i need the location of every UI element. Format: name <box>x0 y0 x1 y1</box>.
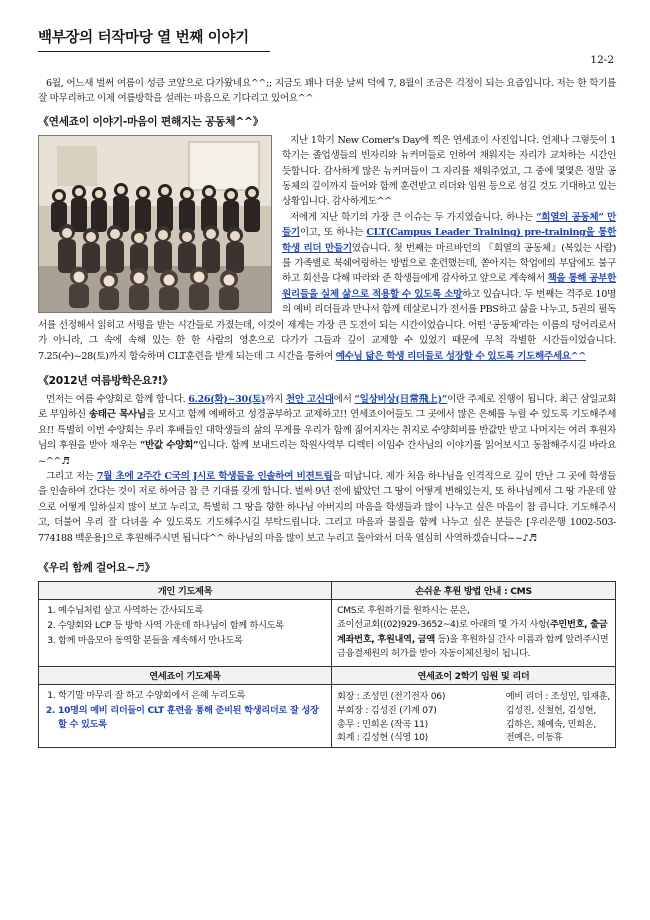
personal-prayer-cell <box>39 599 332 666</box>
leaders-cell <box>332 684 616 747</box>
link-clt-training: CLT(Campus Leader Training) pre-training을 통한 학생 리더 만들기 <box>282 227 616 254</box>
list-item: 2. 수양회와 LCP 등 방학 사역 가운데 하나님이 함께 하시도록 <box>58 619 326 633</box>
list-item: 1. 예수님처럼 살고 사역하는 간사되도록 <box>58 604 326 618</box>
link-vision-trip: 7월 초에 2주간 C국의 J시로 학생들을 인솔하여 비젼트립 <box>96 470 333 482</box>
summer-paragraph-1: 먼저는 여름 수양회로 함께 합니다. 6.26(화)~30(토)까지 천안 고신대에서 “일상비상(日常飛上)”이란 주제로 진행이 됩니다. 최근 삼일교회로 부임하신 송태근 목사님을 모시고 함께 예배하고 성경공부하고 교제하고!! 연세죠이어들도 그 곳에서 많은 은혜를 누릴 수 있도록 기도해주세요!! 특별히 이번 수양회는 우리 후배들인 대학생들의 삶의 무게를 우리가 함께 짊어지자는 취지로 수양회비를 반값만 받고 나머지는 여러 후원자님의 후원을 받아 채우는 “반값 수양회”입니다. 함께 보내드리는 학원사역부 디렉터 이임수 간사님의 이야기를 읽어보시고 동참해주시길 바라요~^^♬ <box>38 393 617 467</box>
summer-paragraph-2: 그리고 저는 7월 초에 2주간 C국의 J시로 학생들을 인솔하여 비젼트립을 떠납니다. 제가 처음 하나님을 인격적으로 깊이 만난 그 곳에 학생들을 인솔하여 간다는 것이 저로 하여금 참 큰 기대를 갖게 합니다. 벌써 9년 전에 밟았던 그 땅이 어떻게 변해있는지, 또 하나님께서 그 땅 가운데 앞으로 어떻게 일하실지 많이 보고 누리고, 특별히 그 땅을 향한 하나님 아버지의 마음을 학생들과 많이 나누고 싶은 마음이 참 큽니다. 기도해주시고, 더불어 우리 잘 다녀올 수 있도록도 기도해주시길 부탁드립니다. 그리고 마음과 물질을 함께 나누고 싶은 분들은 [우리은행 1002-503-774188 백운용]으로 후원해주시면 됩니다^^ 하나님의 마음 많이 보고 누리고 돌아와서 더욱 열심히 사역하겠습니다~~♪♬ <box>38 470 616 544</box>
group-prayer-cell <box>39 684 332 747</box>
page-title: 백부장의 터작마당 열 번째 이야기 <box>38 26 270 52</box>
page-number: 12-2 <box>590 54 614 66</box>
newsletter-page <box>38 26 616 748</box>
section-heading-together: 《우리 함께 걸어요~♬》 <box>38 560 155 574</box>
list-item: 3. 함께 마음모아 동역할 분들을 계속해서 만나도록 <box>58 634 326 648</box>
intro-paragraph: 6월, 어느새 벌써 여름이 성큼 코앞으로 다가왔네요^^;; 지금도 꽤나 더운 날씨 덕에 7, 8월이 조금은 걱정이 되는 요즘입니다. 저는 한 학기를 잘 마무리하고 이제 여름방학을 설레는 마음으로 기다리고 있어요^^ <box>38 78 616 105</box>
pre-leaders-list: 예비 리더 : 조성민, 임재훈, 김성진, 신철헌, 김성현, 김하은, 채예숙, 민희온, 전예은, 이동휴 <box>505 690 610 744</box>
prayer-support-table <box>38 581 616 748</box>
group-photo <box>38 135 272 313</box>
section-heading-summer: 《2012년 여름방학은요?!》 <box>38 373 173 387</box>
section-heading-community: 《연세죠이 이야기-마음이 편해지는 공동체^^》 <box>38 114 264 128</box>
community-paragraph-1: 지난 1학기 New Comer's Day에 찍은 연세죠이 사진입니다. 언제나 그렇듯이 1학기는 졸업생들의 빈자리와 뉴커머들로 인하여 채워지는 자리가 교차하는 시간인 듯합니다. 감사하게 많은 뉴커머들이 그 자리를 채워주었고, 그 중에 몇몇은 정말 공동체의 깊이까지 들어와 함께 훈련받고 리더와 임원 등으로 섬길 것도 기대하고 있는 상황입니다. 감사하게도^^ <box>282 134 616 208</box>
leaders-header: 연세죠이 2학기 임원 및 리더 <box>332 666 616 684</box>
group-prayer-header: 연세죠이 기도제목 <box>39 666 332 684</box>
community-paragraph-2: 저에게 지난 학기의 가장 큰 이슈는 두 가지였습니다. 하나는 “희열의 공동체” 만들기이고, 또 하나는 CLT(Campus Leader Training) pre-training을 통한 학생 리더 만들기였습니다. 첫 번째는 마르바던의 『희열의 공동체』(복있는 사람)를 가족별로 북쉐어링하는 방법으로 훈련했는데, 쏟아지는 학업에의 부담에도 불구하고 회선을 다해 따라와 준 학생들에게 감사하고 앞으로 계속해서 책을 통해 공부한 원리들을 실제 삶으로 적용할 수 있도록 소망하고 있습니다. 두 번째는 격주로 10명의 예비 리더들과 만나서 함께 데살로니가 전서를 PBS하고 삶을 나누고, 5권의 필독서를 선정해서 읽히고 서평을 받는 시간들로 가졌는데, 이것이 제게는 가장 큰 도전이 되는 시간이었습니다. 어떤 ‘공동체’라는 이름의 덩어리로서가 아니라, 그 속에 속해 있는 한 한 사람의 영혼으로 다가가 그들과 깊이 교제할 수 있었기 때문에 무척 각별한 시간들이었습니다. 7.25(수)~28(토)까지 합숙하며 CLT훈련을 받게 되는데 그 시간을 통하여 예수님 닮은 학생 리더들로 성장할 수 있도록 기도해주세요^^ <box>38 211 616 362</box>
group-photo-image <box>39 136 271 312</box>
officers-list: 회장 : 조성민 (전기전자 06) 부회장 : 김성진 (기계 07) 총무 : 민희온 (작곡 11) 회계 : 김성현 (식영 10) <box>337 690 446 744</box>
cms-cell: CMS로 후원하기를 원하시는 분은, 죠이선교회((02)929-3652~4)로 아래의 몇 가지 사항(주민번호, 출금계좌번호, 후원내역, 금액 등)을 후원하실 간사 이름과 함께 알려주시면 금융결제원의 허가를 받아 자동이체신청이 됩니다. <box>332 599 616 666</box>
personal-prayer-list <box>44 604 326 648</box>
link-prayer-leaders: 예수님 닮은 학생 리더들로 성장할 수 있도록 기도해주세요^^ <box>335 350 587 362</box>
personal-prayer-header: 개인 기도제목 <box>39 581 332 599</box>
link-apply-principles: 책을 통해 공부한 원리들을 실제 삶으로 적용할 수 있도록 소망 <box>282 273 616 300</box>
group-prayer-list <box>44 689 326 732</box>
cms-header: 손쉬운 후원 방법 안내 : CMS <box>332 581 616 599</box>
link-joy-community: “희열의 공동체” 만들기 <box>282 211 616 239</box>
list-item: 2. 10명의 예비 리더들이 CLT 훈련을 통해 준비된 학생리더로 잘 성장할 수 있도록 <box>58 704 326 732</box>
list-item: 1. 학기말 마무리 잘 하고 수양회에서 은혜 누리도록 <box>58 689 326 703</box>
